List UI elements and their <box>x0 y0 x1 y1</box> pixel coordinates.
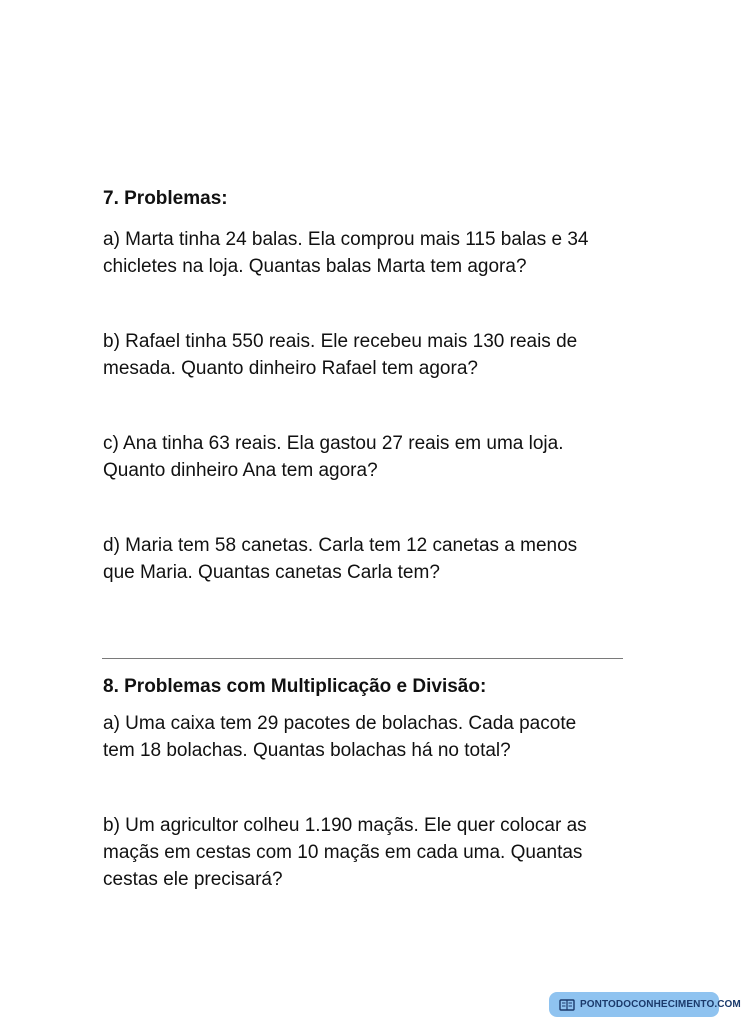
problem-7d <box>103 532 625 586</box>
section-8-heading: 8. Problemas com Multiplicação e Divisão: <box>103 676 487 697</box>
problem-line: d) Maria tem 58 canetas. Carla tem 12 canetas a menos <box>103 535 578 556</box>
site-badge-text: PONTODOCONHECIMENTO.COM <box>580 999 741 1010</box>
problem-7a <box>103 226 625 280</box>
problem-line: c) Ana tinha 63 reais. Ela gastou 27 reais em uma loja. <box>103 433 564 454</box>
problem-line: que Maria. Quantas canetas Carla tem? <box>103 562 440 583</box>
problem-line: b) Rafael tinha 550 reais. Ele recebeu mais 130 reais de <box>103 331 578 352</box>
problem-line: b) Um agricultor colheu 1.190 maçãs. Ele quer colocar as <box>103 815 587 836</box>
problem-7c <box>103 430 625 484</box>
problem-line: mesada. Quanto dinheiro Rafael tem agora? <box>103 358 478 379</box>
section-8 <box>103 675 625 893</box>
problem-8b <box>103 812 625 893</box>
section-divider <box>102 658 623 659</box>
problem-line: a) Uma caixa tem 29 pacotes de bolachas. Cada pacote <box>103 713 577 734</box>
problem-line: a) Marta tinha 24 balas. Ela comprou mais 115 balas e 34 <box>103 229 589 250</box>
problem-8a <box>103 710 625 764</box>
problem-7b <box>103 328 625 382</box>
section-7-heading: 7. Problemas: <box>103 188 228 209</box>
site-badge[interactable] <box>549 992 741 1017</box>
problem-line: maçãs em cestas com 10 maçãs em cada uma. Quantas <box>103 842 583 863</box>
problem-line: Quanto dinheiro Ana tem agora? <box>103 460 378 481</box>
problem-line: chicletes na loja. Quantas balas Marta tem agora? <box>103 256 527 277</box>
section-7 <box>103 187 625 586</box>
problem-line: tem 18 bolachas. Quantas bolachas há no total? <box>103 740 511 761</box>
book-icon <box>559 998 575 1012</box>
problem-line: cestas ele precisará? <box>103 869 283 890</box>
